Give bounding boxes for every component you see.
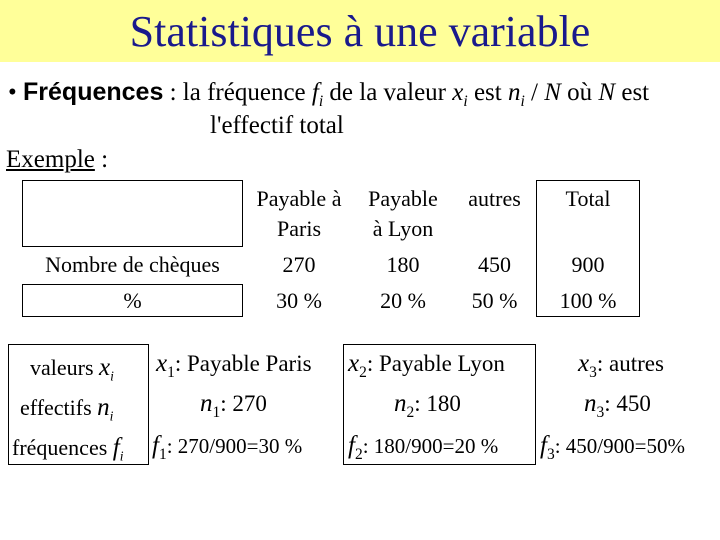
slash: / <box>524 79 545 106</box>
page-title: Statistiques à une variable <box>129 7 591 56</box>
label-frequences <box>12 434 124 464</box>
definition-text: est <box>615 79 650 106</box>
var-n: n <box>97 394 110 421</box>
var-x: x <box>578 350 590 377</box>
sub-index: 2 <box>359 364 367 381</box>
term-frequences: Fréquences <box>23 78 164 106</box>
sub-i: i <box>463 93 468 110</box>
definition-text: de la valeur <box>323 79 453 106</box>
var-x: x <box>348 350 360 377</box>
table1-cell: 20 % <box>380 288 426 313</box>
sub-index: 1 <box>158 446 167 463</box>
table1-row-label-cheques: Nombre de chèques <box>45 252 220 277</box>
x2-cell <box>348 350 505 382</box>
table1-cell: 100 % <box>559 288 617 313</box>
table1-cell: 270 <box>282 252 316 277</box>
table1-header-lyon-l1: Payable <box>368 186 438 211</box>
sub-i: i <box>109 408 114 424</box>
n3-cell <box>584 390 651 422</box>
f3-cell <box>540 432 685 464</box>
sub-i: i <box>318 93 324 110</box>
exemple-text: Exemple <box>6 146 95 173</box>
table1-empty-cell <box>22 180 243 247</box>
n1-cell <box>200 390 267 422</box>
var-f: f <box>540 432 547 459</box>
var-N: N <box>544 79 561 106</box>
table1-cell: 180 <box>386 252 420 277</box>
sub-index: 1 <box>167 364 175 381</box>
exemple-colon: : <box>94 146 109 173</box>
x1-text: : Payable Paris <box>174 351 312 376</box>
label-text: valeurs <box>30 355 100 380</box>
x3-cell <box>578 350 664 382</box>
var-x: x <box>99 354 111 381</box>
var-N: N <box>598 79 616 106</box>
n2-cell <box>394 390 461 422</box>
var-x: x <box>452 79 464 106</box>
sub-index: 3 <box>589 364 597 381</box>
definition-line-2: l'effectif total <box>210 112 344 139</box>
f2-text: : 180/900=20 % <box>362 434 499 458</box>
var-f: f <box>348 432 355 459</box>
sub-i: i <box>520 93 525 110</box>
definition-line-1 <box>8 78 649 111</box>
n3-text: : 450 <box>604 391 651 416</box>
definition-text: est <box>467 79 508 106</box>
sub-i: i <box>110 368 114 384</box>
table1-header-paris-l1: Payable à <box>256 186 342 211</box>
sub-index: 3 <box>546 446 555 463</box>
bullet: • <box>8 79 17 106</box>
sub-index: 3 <box>596 404 605 421</box>
sub-index: 2 <box>406 404 415 421</box>
exemple-label <box>6 146 108 174</box>
table1-header-total: Total <box>565 186 611 211</box>
f1-cell <box>152 432 302 464</box>
table1-cell: 30 % <box>276 288 322 313</box>
sub-index: 2 <box>354 446 363 463</box>
sub-index: 1 <box>212 404 221 421</box>
x2-text: : Payable Lyon <box>366 351 505 376</box>
table1-cell: 50 % <box>471 288 518 313</box>
sub-i: i <box>119 448 124 464</box>
x3-text: : autres <box>596 351 664 376</box>
label-text: fréquences <box>12 435 113 460</box>
table1-row-label-percent: % <box>123 288 142 313</box>
var-n: n <box>507 79 521 106</box>
var-n: n <box>584 390 597 417</box>
table1-header-lyon-l2: à Lyon <box>372 216 434 241</box>
var-f: f <box>152 432 159 459</box>
table1-header-paris-l2: Paris <box>277 216 321 241</box>
x1-cell <box>156 350 312 382</box>
f2-cell <box>348 432 498 464</box>
table1-cell: 450 <box>478 252 511 277</box>
table1-cell: 900 <box>571 252 605 277</box>
var-f: f <box>112 434 120 461</box>
f1-text: : 270/900=30 % <box>166 434 303 458</box>
definition-text: où <box>560 79 599 106</box>
f3-text: : 450/900=50% <box>554 434 685 458</box>
table1-header-autres: autres <box>468 186 521 211</box>
label-valeurs <box>30 354 114 384</box>
n1-text: : 270 <box>220 391 267 416</box>
definition-text: : la fréquence <box>163 79 312 106</box>
label-effectifs <box>20 394 113 424</box>
var-n: n <box>394 390 407 417</box>
var-x: x <box>156 350 168 377</box>
var-f: f <box>311 79 319 106</box>
var-n: n <box>200 390 213 417</box>
label-text: effectifs <box>20 395 98 420</box>
n2-text: : 180 <box>414 391 461 416</box>
